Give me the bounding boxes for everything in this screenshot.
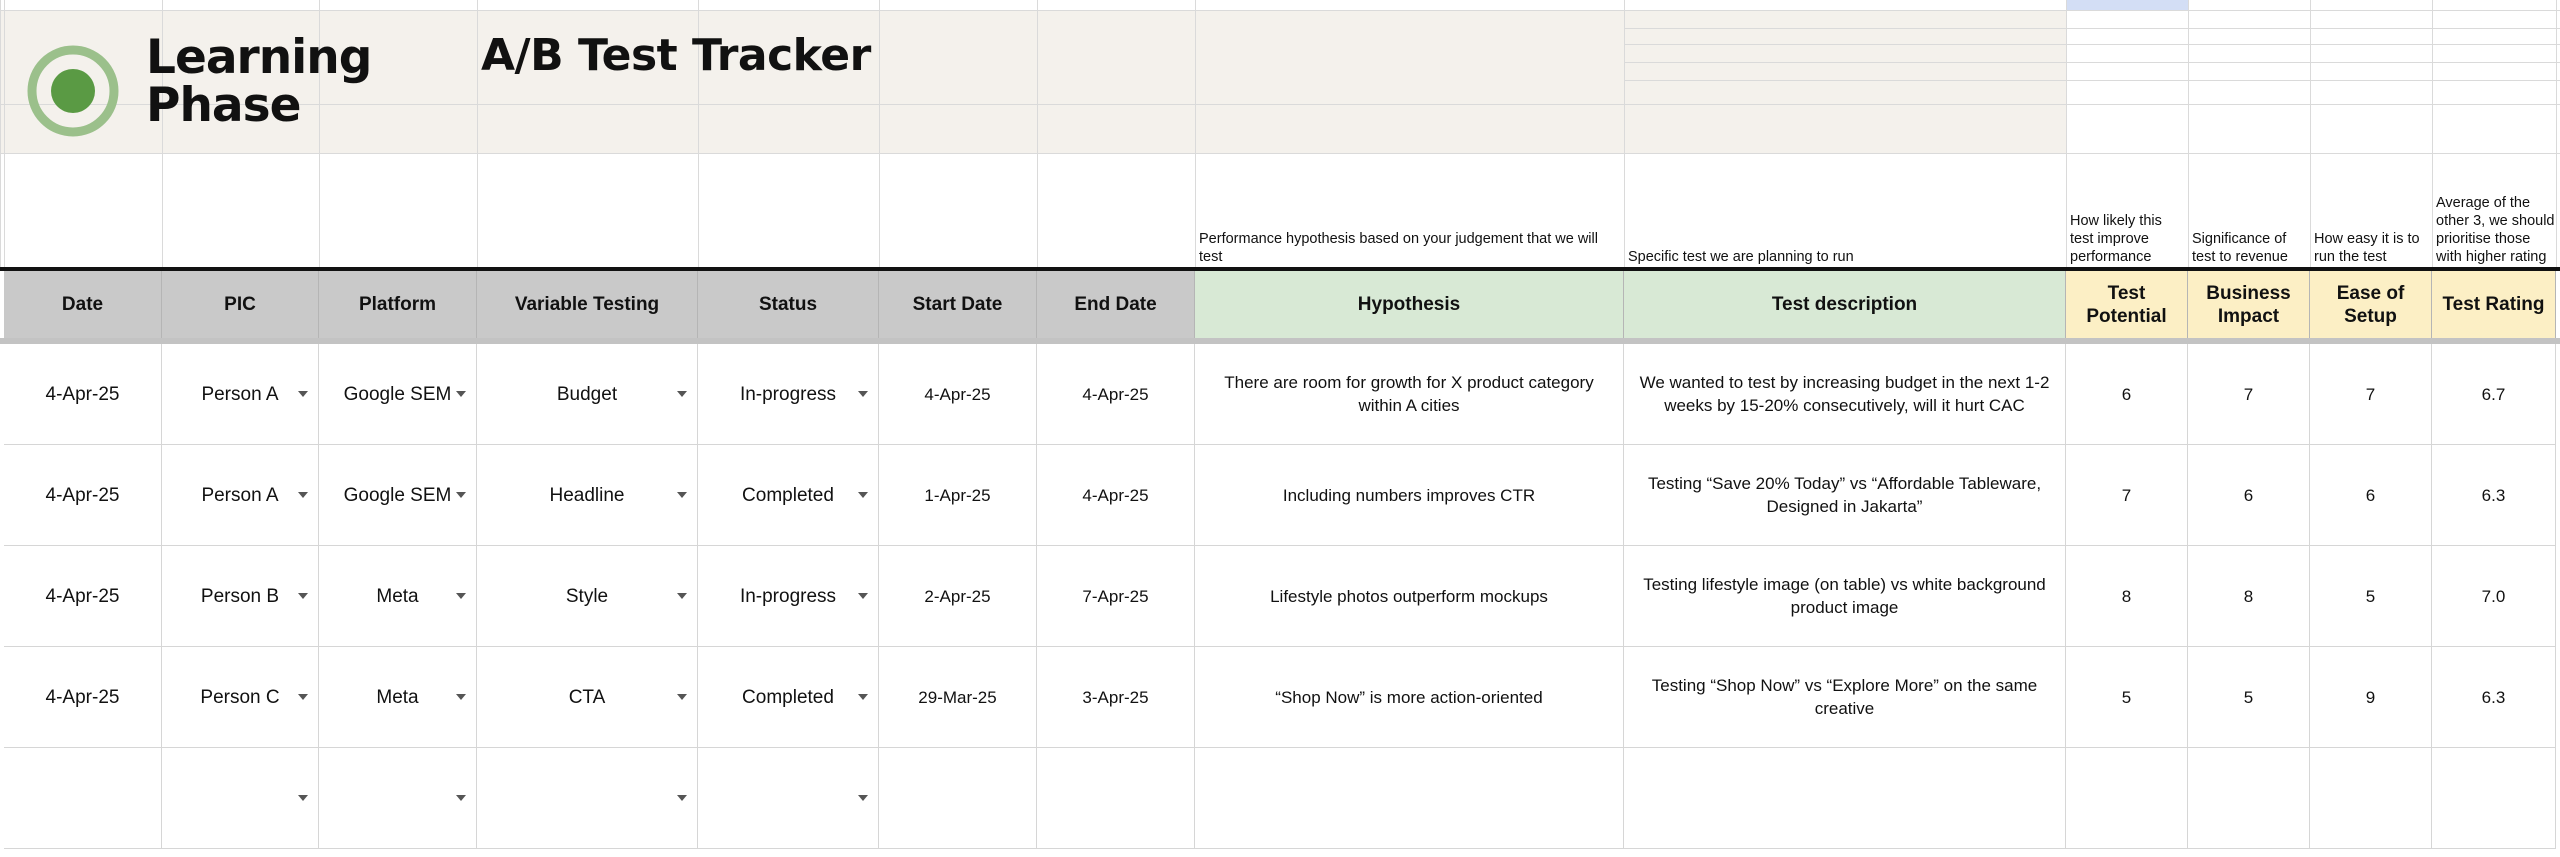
cell-pic[interactable] — [162, 647, 319, 748]
dropdown-arrow-icon[interactable] — [456, 391, 466, 397]
cell-status[interactable] — [698, 647, 879, 748]
note-test-rating: Average of the other 3, we should prioritise those with higher rating — [2436, 195, 2555, 265]
cell-test-rating[interactable] — [2432, 445, 2556, 546]
cell-date[interactable] — [4, 546, 162, 647]
grid-line — [2556, 0, 2557, 267]
cell-hypothesis[interactable] — [1195, 647, 1624, 748]
grid-line — [1624, 80, 2560, 81]
cell-platform-value: Google SEM — [343, 383, 452, 405]
logo-line-2: Phase — [146, 78, 301, 133]
cell-start-value: 4-Apr-25 — [924, 384, 991, 404]
grid-line — [0, 0, 1, 267]
cell-business-impact[interactable] — [2188, 748, 2310, 849]
cell-test-rating-value: 6.3 — [2481, 485, 2506, 505]
cell-variable-value: Style — [565, 585, 609, 607]
header-business-impact[interactable]: Business Impact — [2188, 271, 2310, 338]
cell-hypothesis-value: There are room for growth for X product category within A cities — [1224, 373, 1594, 415]
cell-test-rating[interactable] — [2432, 344, 2556, 445]
cell-business-impact[interactable] — [2188, 344, 2310, 445]
cell-variable[interactable] — [477, 748, 698, 849]
cell-platform-value: Meta — [376, 585, 419, 607]
cell-ease-of-setup[interactable] — [2310, 748, 2432, 849]
grid-line — [4, 0, 5, 267]
dropdown-arrow-icon[interactable] — [858, 593, 868, 599]
dropdown-arrow-icon[interactable] — [298, 694, 308, 700]
page-title: A/B Test Tracker — [481, 30, 871, 81]
cell-business-impact-value: 5 — [2243, 687, 2254, 707]
cell-variable-value: Budget — [556, 383, 618, 405]
header-ease-of-setup[interactable]: Ease of Setup — [2310, 271, 2432, 338]
dropdown-arrow-icon[interactable] — [456, 593, 466, 599]
cell-pic-value: Person B — [200, 585, 280, 607]
cell-pic[interactable] — [162, 546, 319, 647]
cell-hypothesis[interactable] — [1195, 344, 1624, 445]
cell-test-rating-value: 7.0 — [2481, 586, 2506, 606]
cell-ease-of-setup[interactable] — [2310, 647, 2432, 748]
cell-date-value: 4-Apr-25 — [45, 686, 120, 708]
cell-test-description-value: Testing “Save 20% Today” vs “Affordable Tableware, Designed in Jakarta” — [1647, 474, 2042, 516]
cell-status-value: In-progress — [739, 383, 837, 405]
cell-platform-value: Google SEM — [343, 484, 452, 506]
header-date[interactable]: Date — [4, 271, 162, 338]
cell-pic-value: Person A — [201, 484, 279, 506]
cell-pic[interactable] — [162, 344, 319, 445]
cell-ease-of-setup-value: 7 — [2365, 384, 2376, 404]
cell-status-value: Completed — [742, 484, 834, 506]
header-test-rating[interactable]: Test Rating — [2432, 271, 2556, 338]
grid-line — [0, 10, 2560, 11]
target-icon — [26, 44, 120, 138]
cell-test-rating[interactable] — [2432, 647, 2556, 748]
cell-test-description[interactable] — [1624, 748, 2066, 849]
logo-wordmark — [146, 30, 372, 133]
dropdown-arrow-icon[interactable] — [456, 694, 466, 700]
cell-end[interactable] — [1037, 748, 1195, 849]
cell-end-value: 3-Apr-25 — [1082, 687, 1149, 707]
cell-test-description[interactable] — [1624, 647, 2066, 748]
cell-status-value: In-progress — [739, 585, 837, 607]
cell-test-potential[interactable] — [2066, 445, 2188, 546]
dropdown-arrow-icon[interactable] — [456, 492, 466, 498]
cell-start-value: 2-Apr-25 — [924, 586, 991, 606]
dropdown-arrow-icon[interactable] — [858, 694, 868, 700]
cell-start[interactable] — [879, 546, 1037, 647]
cell-test-description-value: Testing lifestyle image (on table) vs white background product image — [1643, 575, 2046, 617]
grid-line — [1037, 0, 1038, 267]
cell-start-value: 29-Mar-25 — [918, 687, 997, 707]
cell-platform[interactable] — [319, 647, 477, 748]
cell-ease-of-setup-value: 9 — [2365, 687, 2376, 707]
cell-test-description[interactable] — [1624, 546, 2066, 647]
grid-line — [2066, 0, 2067, 267]
logo-line-1: Learning — [146, 30, 372, 85]
grid-line — [1624, 0, 1625, 267]
cell-date-value: 4-Apr-25 — [45, 585, 120, 607]
cell-date[interactable] — [4, 647, 162, 748]
cell-variable-value: Headline — [549, 484, 625, 506]
cell-business-impact-value: 7 — [2243, 384, 2254, 404]
note-ease-of-setup: How easy it is to run the test — [2314, 231, 2420, 265]
grid-line — [1624, 62, 2560, 63]
header-start-date[interactable]: Start Date — [879, 271, 1037, 338]
header-test-potential[interactable]: Test Potential — [2066, 271, 2188, 338]
header-pic[interactable]: PIC — [162, 271, 319, 338]
cell-date-value: 4-Apr-25 — [45, 484, 120, 506]
cell-pic[interactable] — [162, 445, 319, 546]
selected-cell[interactable] — [2066, 0, 2188, 10]
cell-platform[interactable] — [319, 445, 477, 546]
grid-line — [2432, 0, 2433, 267]
cell-test-potential-value: 8 — [2121, 586, 2132, 606]
cell-hypothesis[interactable] — [1195, 546, 1624, 647]
dropdown-arrow-icon[interactable] — [677, 795, 687, 801]
note-business-impact: Significance of test to revenue — [2192, 231, 2288, 265]
cell-date[interactable] — [4, 344, 162, 445]
dropdown-arrow-icon[interactable] — [677, 694, 687, 700]
title-banner-right — [1622, 10, 2067, 153]
cell-test-rating[interactable] — [2432, 546, 2556, 647]
cell-test-description-value: Testing “Shop Now” vs “Explore More” on the same creative — [1651, 676, 2038, 718]
header-test-description[interactable]: Test description — [1624, 271, 2066, 338]
cell-pic[interactable] — [162, 748, 319, 849]
cell-date[interactable] — [4, 748, 162, 849]
cell-start[interactable] — [879, 748, 1037, 849]
cell-end[interactable] — [1037, 445, 1195, 546]
cell-business-impact[interactable] — [2188, 546, 2310, 647]
cell-end[interactable] — [1037, 344, 1195, 445]
cell-business-impact-value: 8 — [2243, 586, 2254, 606]
dropdown-arrow-icon[interactable] — [298, 795, 308, 801]
cell-end-value: 4-Apr-25 — [1082, 485, 1149, 505]
header-platform[interactable]: Platform — [319, 271, 477, 338]
cell-business-impact[interactable] — [2188, 445, 2310, 546]
note-hypothesis: Performance hypothesis based on your judgement that we will test — [1199, 231, 1598, 265]
cell-status-value: Completed — [742, 686, 834, 708]
cell-variable[interactable] — [477, 647, 698, 748]
cell-ease-of-setup-value: 6 — [2365, 485, 2376, 505]
cell-variable[interactable] — [477, 445, 698, 546]
cell-platform-value: Meta — [376, 686, 419, 708]
cell-date[interactable] — [4, 445, 162, 546]
cell-variable-value: CTA — [568, 686, 606, 708]
dropdown-arrow-icon[interactable] — [858, 391, 868, 397]
cell-test-rating-value: 6.7 — [2481, 384, 2506, 404]
note-test-description: Specific test we are planning to run — [1628, 249, 1854, 265]
cell-test-potential[interactable] — [2066, 647, 2188, 748]
cell-date-value: 4-Apr-25 — [45, 383, 120, 405]
cell-hypothesis[interactable] — [1195, 445, 1624, 546]
cell-end-value: 4-Apr-25 — [1082, 384, 1149, 404]
grid-line — [2188, 0, 2189, 267]
cell-start-value: 1-Apr-25 — [924, 485, 991, 505]
grid-line — [477, 0, 478, 267]
note-test-potential: How likely this test improve performance — [2070, 213, 2162, 265]
dropdown-arrow-icon[interactable] — [677, 391, 687, 397]
cell-test-potential[interactable] — [2066, 546, 2188, 647]
dropdown-arrow-icon[interactable] — [298, 492, 308, 498]
grid-line — [0, 153, 2560, 154]
cell-platform[interactable] — [319, 748, 477, 849]
cell-platform[interactable] — [319, 344, 477, 445]
cell-variable[interactable] — [477, 344, 698, 445]
dropdown-arrow-icon[interactable] — [858, 492, 868, 498]
cell-test-potential[interactable] — [2066, 344, 2188, 445]
cell-pic-value: Person C — [200, 686, 280, 708]
header-hypothesis[interactable]: Hypothesis — [1195, 271, 1624, 338]
cell-hypothesis-value: Including numbers improves CTR — [1282, 485, 1536, 505]
cell-ease-of-setup[interactable] — [2310, 546, 2432, 647]
grid-line — [1195, 0, 1196, 267]
cell-pic-value: Person A — [201, 383, 279, 405]
cell-test-potential-value: 7 — [2121, 485, 2132, 505]
cell-test-rating[interactable] — [2432, 748, 2556, 849]
cell-status[interactable] — [698, 445, 879, 546]
grid-line — [879, 0, 880, 267]
cell-hypothesis-value: Lifestyle photos outperform mockups — [1270, 586, 1548, 606]
grid-line — [0, 104, 2560, 105]
cell-ease-of-setup-value: 5 — [2365, 586, 2376, 606]
dropdown-arrow-icon[interactable] — [298, 391, 308, 397]
cell-test-rating-value: 6.3 — [2481, 687, 2506, 707]
cell-test-description[interactable] — [1624, 445, 2066, 546]
cell-test-potential-value: 6 — [2121, 384, 2132, 404]
cell-status[interactable] — [698, 344, 879, 445]
dropdown-arrow-icon[interactable] — [677, 492, 687, 498]
grid-line — [1624, 28, 2560, 29]
dropdown-arrow-icon[interactable] — [456, 795, 466, 801]
cell-end[interactable] — [1037, 546, 1195, 647]
cell-platform[interactable] — [319, 546, 477, 647]
grid-line — [1624, 44, 2560, 45]
cell-start[interactable] — [879, 445, 1037, 546]
cell-ease-of-setup[interactable] — [2310, 445, 2432, 546]
cell-status[interactable] — [698, 748, 879, 849]
dropdown-arrow-icon[interactable] — [858, 795, 868, 801]
cell-status[interactable] — [698, 546, 879, 647]
cell-test-potential-value: 5 — [2121, 687, 2132, 707]
cell-business-impact[interactable] — [2188, 647, 2310, 748]
cell-ease-of-setup[interactable] — [2310, 344, 2432, 445]
cell-hypothesis[interactable] — [1195, 748, 1624, 849]
cell-test-description[interactable] — [1624, 344, 2066, 445]
header-variable-testing[interactable]: Variable Testing — [477, 271, 698, 338]
dropdown-arrow-icon[interactable] — [298, 593, 308, 599]
cell-start[interactable] — [879, 647, 1037, 748]
cell-variable[interactable] — [477, 546, 698, 647]
dropdown-arrow-icon[interactable] — [677, 593, 687, 599]
header-end-date[interactable]: End Date — [1037, 271, 1195, 338]
cell-business-impact-value: 6 — [2243, 485, 2254, 505]
grid-line — [2310, 0, 2311, 267]
cell-test-description-value: We wanted to test by increasing budget in the next 1-2 weeks by 15-20% consecutively, will it hurt CAC — [1639, 373, 2050, 415]
cell-hypothesis-value: “Shop Now” is more action-oriented — [1275, 687, 1543, 707]
cell-start[interactable] — [879, 344, 1037, 445]
header-status[interactable]: Status — [698, 271, 879, 338]
cell-end[interactable] — [1037, 647, 1195, 748]
cell-end-value: 7-Apr-25 — [1082, 586, 1149, 606]
cell-test-potential[interactable] — [2066, 748, 2188, 849]
